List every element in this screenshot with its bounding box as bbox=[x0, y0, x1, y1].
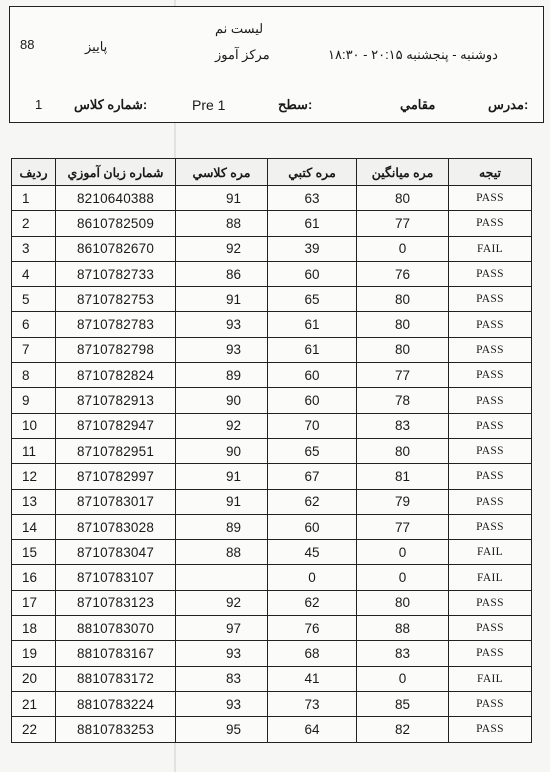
written-grade-cell: 60 bbox=[268, 363, 357, 388]
result-cell: FAIL bbox=[449, 565, 532, 590]
row-number-cell: 17 bbox=[12, 590, 56, 615]
written-grade-cell: 70 bbox=[268, 413, 357, 438]
student-id-cell: 8710783047 bbox=[56, 540, 176, 565]
table-row bbox=[12, 691, 532, 716]
average-grade-cell: 80 bbox=[357, 438, 449, 463]
written-grade-cell: 64 bbox=[268, 717, 357, 742]
written-grade-cell: 62 bbox=[268, 489, 357, 514]
written-grade-cell: 41 bbox=[268, 666, 357, 691]
col-header-average-grade: مره ميانگين bbox=[357, 159, 449, 186]
average-grade-cell: 83 bbox=[357, 641, 449, 666]
average-grade-cell: 80 bbox=[357, 337, 449, 362]
row-number-cell: 9 bbox=[12, 388, 56, 413]
grades-table bbox=[11, 158, 532, 743]
list-title: لیست نم bbox=[215, 21, 264, 36]
student-id-cell: 8810783224 bbox=[56, 691, 176, 716]
written-grade-cell: 61 bbox=[268, 211, 357, 236]
class-grade-cell: 92 bbox=[176, 413, 268, 438]
average-grade-cell: 0 bbox=[357, 540, 449, 565]
row-number-cell: 2 bbox=[12, 211, 56, 236]
result-cell: PASS bbox=[449, 641, 532, 666]
row-number-cell: 12 bbox=[12, 464, 56, 489]
result-cell: PASS bbox=[449, 186, 532, 211]
student-id-cell: 8810783172 bbox=[56, 666, 176, 691]
schedule-text: دوشنبه - پنجشنبه ۲۰:۱۵ - ۱۸:۳۰ bbox=[328, 47, 498, 62]
col-header-result: تيجه bbox=[449, 159, 532, 186]
written-grade-cell: 60 bbox=[268, 261, 357, 286]
student-id-cell: 8710782783 bbox=[56, 312, 176, 337]
table-row bbox=[12, 616, 532, 641]
student-id-cell: 8210640388 bbox=[56, 186, 176, 211]
average-grade-cell: 88 bbox=[357, 616, 449, 641]
row-number-cell: 19 bbox=[12, 641, 56, 666]
class-grade-cell: 88 bbox=[176, 540, 268, 565]
result-cell: PASS bbox=[449, 388, 532, 413]
table-row bbox=[12, 363, 532, 388]
table-row bbox=[12, 438, 532, 463]
class-grade-cell: 89 bbox=[176, 514, 268, 539]
row-number-cell: 20 bbox=[12, 666, 56, 691]
result-cell: PASS bbox=[449, 337, 532, 362]
table-row bbox=[12, 717, 532, 742]
written-grade-cell: 45 bbox=[268, 540, 357, 565]
row-number-cell: 10 bbox=[12, 413, 56, 438]
class-grade-cell: 93 bbox=[176, 691, 268, 716]
average-grade-cell: 80 bbox=[357, 590, 449, 615]
class-grade-cell: 91 bbox=[176, 287, 268, 312]
table-row bbox=[12, 312, 532, 337]
row-number-cell: 15 bbox=[12, 540, 56, 565]
result-cell: PASS bbox=[449, 438, 532, 463]
written-grade-cell: 63 bbox=[268, 186, 357, 211]
average-grade-cell: 81 bbox=[357, 464, 449, 489]
teacher-label: مدرس: bbox=[488, 97, 529, 112]
result-cell: FAIL bbox=[449, 236, 532, 261]
level-value: Pre 1 bbox=[192, 97, 226, 113]
center-name: مرکز آموز bbox=[215, 47, 270, 62]
written-grade-cell: 62 bbox=[268, 590, 357, 615]
table-row bbox=[12, 337, 532, 362]
result-cell: PASS bbox=[449, 717, 532, 742]
result-cell: PASS bbox=[449, 489, 532, 514]
class-grade-cell: 91 bbox=[176, 464, 268, 489]
average-grade-cell: 83 bbox=[357, 413, 449, 438]
class-grade-cell: 93 bbox=[176, 641, 268, 666]
table-row bbox=[12, 413, 532, 438]
average-grade-cell: 76 bbox=[357, 261, 449, 286]
result-cell: PASS bbox=[449, 211, 532, 236]
table-row bbox=[12, 540, 532, 565]
average-grade-cell: 0 bbox=[357, 565, 449, 590]
written-grade-cell: 65 bbox=[268, 438, 357, 463]
row-number-cell: 11 bbox=[12, 438, 56, 463]
row-number-cell: 22 bbox=[12, 717, 56, 742]
class-number-label: شماره کلاس: bbox=[74, 97, 148, 112]
class-grade-cell: 86 bbox=[176, 261, 268, 286]
result-cell: FAIL bbox=[449, 666, 532, 691]
row-number-cell: 6 bbox=[12, 312, 56, 337]
table-row bbox=[12, 261, 532, 286]
average-grade-cell: 80 bbox=[357, 312, 449, 337]
table-row bbox=[12, 590, 532, 615]
row-number-cell: 8 bbox=[12, 363, 56, 388]
col-header-student-id: شماره زبان آموزي bbox=[56, 159, 176, 186]
table-row bbox=[12, 464, 532, 489]
result-cell: PASS bbox=[449, 464, 532, 489]
student-id-cell: 8610782670 bbox=[56, 236, 176, 261]
written-grade-cell: 76 bbox=[268, 616, 357, 641]
class-grade-cell: 93 bbox=[176, 312, 268, 337]
row-number-cell: 5 bbox=[12, 287, 56, 312]
result-cell: PASS bbox=[449, 413, 532, 438]
result-cell: PASS bbox=[449, 287, 532, 312]
result-cell: PASS bbox=[449, 616, 532, 641]
class-grade-cell: 92 bbox=[176, 590, 268, 615]
row-number-cell: 18 bbox=[12, 616, 56, 641]
level-label: سطح: bbox=[278, 97, 313, 112]
written-grade-cell: 0 bbox=[268, 565, 357, 590]
class-grade-cell: 83 bbox=[176, 666, 268, 691]
average-grade-cell: 77 bbox=[357, 363, 449, 388]
class-info-header bbox=[9, 6, 544, 123]
code-number: 88 bbox=[20, 37, 35, 52]
class-grade-cell: 90 bbox=[176, 438, 268, 463]
table-header-row bbox=[12, 159, 532, 186]
result-cell: PASS bbox=[449, 590, 532, 615]
student-id-cell: 8710782951 bbox=[56, 438, 176, 463]
table-row bbox=[12, 186, 532, 211]
average-grade-cell: 0 bbox=[357, 666, 449, 691]
table-row bbox=[12, 666, 532, 691]
col-header-written-grade: مره کتبي bbox=[268, 159, 357, 186]
student-id-cell: 8610782509 bbox=[56, 211, 176, 236]
row-number-cell: 4 bbox=[12, 261, 56, 286]
average-grade-cell: 82 bbox=[357, 717, 449, 742]
class-grade-cell: 88 bbox=[176, 211, 268, 236]
student-id-cell: 8710782753 bbox=[56, 287, 176, 312]
row-number-cell: 16 bbox=[12, 565, 56, 590]
written-grade-cell: 60 bbox=[268, 388, 357, 413]
student-id-cell: 8710782798 bbox=[56, 337, 176, 362]
student-id-cell: 8710783028 bbox=[56, 514, 176, 539]
result-cell: PASS bbox=[449, 363, 532, 388]
table-row bbox=[12, 236, 532, 261]
table-row bbox=[12, 565, 532, 590]
class-grade-cell: 93 bbox=[176, 337, 268, 362]
row-number-cell: 21 bbox=[12, 691, 56, 716]
season-label: پاییز bbox=[85, 39, 108, 54]
average-grade-cell: 80 bbox=[357, 287, 449, 312]
table-row bbox=[12, 514, 532, 539]
written-grade-cell: 61 bbox=[268, 337, 357, 362]
student-id-cell: 8710782824 bbox=[56, 363, 176, 388]
student-id-cell: 8710782913 bbox=[56, 388, 176, 413]
student-id-cell: 8710782947 bbox=[56, 413, 176, 438]
class-grade-cell: 92 bbox=[176, 236, 268, 261]
class-grade-cell: 90 bbox=[176, 388, 268, 413]
student-id-cell: 8810783167 bbox=[56, 641, 176, 666]
average-grade-cell: 78 bbox=[357, 388, 449, 413]
written-grade-cell: 65 bbox=[268, 287, 357, 312]
average-grade-cell: 77 bbox=[357, 211, 449, 236]
result-cell: PASS bbox=[449, 312, 532, 337]
written-grade-cell: 68 bbox=[268, 641, 357, 666]
table-row bbox=[12, 489, 532, 514]
result-cell: PASS bbox=[449, 691, 532, 716]
row-number-cell: 3 bbox=[12, 236, 56, 261]
class-grade-cell: 97 bbox=[176, 616, 268, 641]
student-id-cell: 8710783017 bbox=[56, 489, 176, 514]
student-id-cell: 8810783253 bbox=[56, 717, 176, 742]
written-grade-cell: 39 bbox=[268, 236, 357, 261]
result-cell: PASS bbox=[449, 514, 532, 539]
col-header-class-grade: مره کلاسي bbox=[176, 159, 268, 186]
table-row bbox=[12, 641, 532, 666]
class-grade-cell: 95 bbox=[176, 717, 268, 742]
row-number-cell: 7 bbox=[12, 337, 56, 362]
average-grade-cell: 0 bbox=[357, 236, 449, 261]
row-number-cell: 13 bbox=[12, 489, 56, 514]
student-id-cell: 8710782997 bbox=[56, 464, 176, 489]
average-grade-cell: 85 bbox=[357, 691, 449, 716]
written-grade-cell: 60 bbox=[268, 514, 357, 539]
written-grade-cell: 73 bbox=[268, 691, 357, 716]
row-number-cell: 14 bbox=[12, 514, 56, 539]
result-cell: FAIL bbox=[449, 540, 532, 565]
average-grade-cell: 79 bbox=[357, 489, 449, 514]
student-id-cell: 8710782733 bbox=[56, 261, 176, 286]
table-row bbox=[12, 388, 532, 413]
written-grade-cell: 67 bbox=[268, 464, 357, 489]
class-grade-cell: 91 bbox=[176, 186, 268, 211]
written-grade-cell: 61 bbox=[268, 312, 357, 337]
average-grade-cell: 77 bbox=[357, 514, 449, 539]
row-number-cell: 1 bbox=[12, 186, 56, 211]
result-cell: PASS bbox=[449, 261, 532, 286]
student-id-cell: 8710783107 bbox=[56, 565, 176, 590]
student-id-cell: 8710783123 bbox=[56, 590, 176, 615]
col-header-radif: ردیف bbox=[12, 159, 56, 186]
student-id-cell: 8810783070 bbox=[56, 616, 176, 641]
teacher-name: مقامي bbox=[400, 97, 436, 112]
table-row bbox=[12, 287, 532, 312]
table-row bbox=[12, 211, 532, 236]
class-grade-cell: 91 bbox=[176, 489, 268, 514]
class-number-value: 1 bbox=[35, 97, 43, 112]
class-grade-cell: 89 bbox=[176, 363, 268, 388]
average-grade-cell: 80 bbox=[357, 186, 449, 211]
class-grade-cell bbox=[176, 565, 268, 590]
